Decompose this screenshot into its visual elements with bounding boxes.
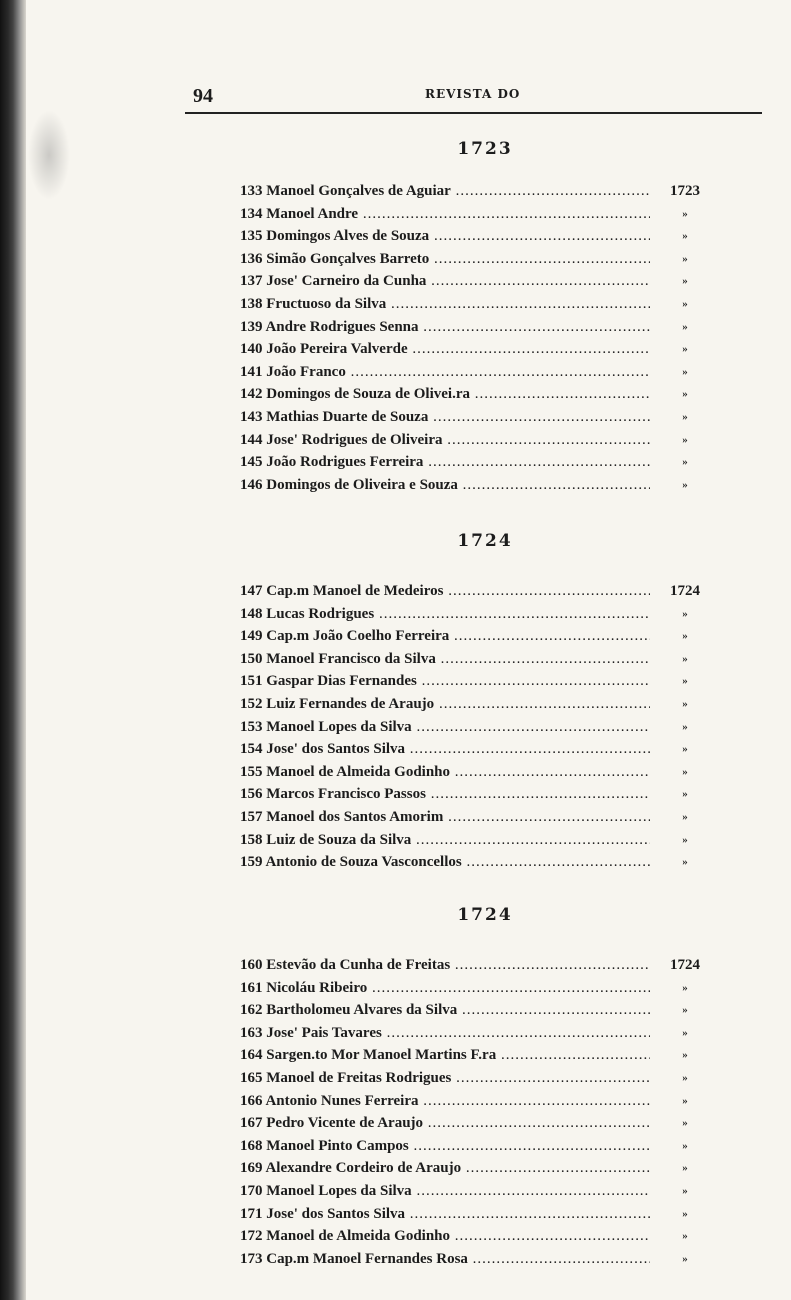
list-item — [240, 451, 720, 474]
ditto-mark: » — [682, 478, 688, 491]
entry-name: Manoel de Almeida Godinho — [266, 763, 451, 780]
page-header — [185, 84, 762, 114]
entry-text — [240, 648, 650, 671]
entry-number: 139 — [240, 318, 263, 335]
entry-name: João Franco — [266, 363, 346, 380]
entry-name: Manoel dos Santos Amorim — [266, 808, 444, 825]
entry-year: 1723 — [670, 183, 700, 199]
ditto-mark: » — [682, 630, 688, 643]
entry-number: 164 — [240, 1047, 263, 1064]
entry-text — [240, 1090, 650, 1113]
ditto-mark: » — [682, 252, 688, 265]
entry-number: 152 — [240, 695, 263, 712]
entry-name: Jose' Rodrigues de Oliveira — [266, 431, 443, 448]
ditto-mark: » — [682, 856, 688, 869]
list-item — [240, 429, 720, 452]
list-item — [240, 761, 720, 784]
entry-text — [240, 361, 650, 384]
list-item — [240, 270, 720, 293]
entry-name: Antonio de Souza Vasconcellos — [265, 854, 462, 871]
list-item — [240, 829, 720, 852]
entry-text — [240, 1067, 650, 1090]
list-item — [240, 716, 720, 739]
entry-name: Marcos Francisco Passos — [266, 786, 426, 803]
entry-text — [240, 293, 650, 316]
ditto-mark: » — [682, 410, 688, 423]
entry-number: 149 — [240, 628, 263, 645]
list-item — [240, 203, 720, 226]
list-item — [240, 738, 720, 761]
list-item — [240, 383, 720, 406]
ditto-mark: » — [682, 297, 688, 310]
list-item — [240, 225, 720, 248]
list-item — [240, 1067, 720, 1090]
section-heading: 1724 — [457, 905, 513, 925]
entry-name: Jose' Pais Tavares — [266, 1024, 382, 1041]
entry-text — [240, 1157, 650, 1180]
entry-number: 173 — [240, 1250, 263, 1267]
entry-text — [240, 451, 650, 474]
ditto-mark: » — [682, 1049, 688, 1062]
entry-name: Domingos Alves de Souza — [266, 228, 430, 245]
entry-number: 138 — [240, 295, 263, 312]
entry-number: 159 — [240, 854, 263, 871]
entry-text — [240, 580, 650, 603]
ditto-mark: » — [682, 1139, 688, 1152]
entry-number: 151 — [240, 673, 263, 690]
entry-text — [240, 1248, 650, 1271]
list-item — [240, 248, 720, 271]
entry-name: Alexandre Cordeiro de Araujo — [265, 1160, 462, 1177]
list-item — [240, 625, 720, 648]
entry-text — [240, 406, 650, 429]
list-item — [240, 293, 720, 316]
list-item — [240, 1157, 720, 1180]
ditto-mark: » — [682, 1004, 688, 1017]
entry-text — [240, 625, 650, 648]
entry-name: Lucas Rodrigues — [266, 605, 375, 622]
entry-number: 141 — [240, 363, 263, 380]
entry-text — [240, 977, 650, 1000]
entry-number: 167 — [240, 1115, 263, 1132]
ditto-mark: » — [682, 1207, 688, 1220]
entry-text — [240, 225, 650, 248]
entry-name: Luiz Fernandes de Araujo — [266, 695, 435, 712]
entry-text — [240, 1203, 650, 1226]
list-item — [240, 361, 720, 384]
entry-text — [240, 203, 650, 226]
ditto-mark: » — [682, 456, 688, 469]
entry-number: 146 — [240, 476, 263, 493]
list-item — [240, 603, 720, 626]
entry-text — [240, 851, 650, 874]
entry-year: 1724 — [670, 957, 700, 973]
entry-number: 148 — [240, 605, 263, 622]
ditto-mark: » — [682, 675, 688, 688]
section-heading: 1724 — [457, 531, 513, 551]
list-item — [240, 999, 720, 1022]
entry-name: Cap.m João Coelho Ferreira — [266, 628, 450, 645]
list-item — [240, 580, 720, 603]
book-spine-shadow — [0, 0, 26, 1300]
entry-name: João Rodrigues Ferreira — [266, 454, 424, 471]
ditto-mark: » — [682, 607, 688, 620]
ditto-mark: » — [682, 388, 688, 401]
ditto-mark: » — [682, 1071, 688, 1084]
ditto-mark: » — [682, 1252, 688, 1265]
entry-text — [240, 738, 650, 761]
entry-name: Luiz de Souza da Silva — [266, 831, 412, 848]
list-item — [240, 474, 720, 497]
entry-text — [240, 270, 650, 293]
ditto-mark: » — [682, 433, 688, 446]
list-item — [240, 851, 720, 874]
entry-text — [240, 248, 650, 271]
list-item — [240, 1203, 720, 1226]
entry-name: Nicoláu Ribeiro — [266, 979, 368, 996]
list-item — [240, 1022, 720, 1045]
entry-text — [240, 603, 650, 626]
entry-text — [240, 316, 650, 339]
entry-number: 150 — [240, 650, 263, 667]
entry-number: 156 — [240, 786, 263, 803]
entry-text — [240, 383, 650, 406]
entry-text — [240, 693, 650, 716]
page-smudge — [28, 110, 70, 200]
entry-name: Cap.m Manoel Fernandes Rosa — [266, 1250, 468, 1267]
ditto-mark: » — [682, 1184, 688, 1197]
entry-number: 166 — [240, 1092, 263, 1109]
entry-number: 147 — [240, 583, 263, 599]
ditto-mark: » — [682, 652, 688, 665]
entry-number: 155 — [240, 763, 263, 780]
list-item — [240, 1180, 720, 1203]
ditto-mark: » — [682, 1162, 688, 1175]
entry-name: Pedro Vicente de Araujo — [266, 1115, 424, 1132]
entry-number: 171 — [240, 1205, 263, 1222]
list-item — [240, 954, 720, 977]
entry-text — [240, 1225, 650, 1248]
entry-name: Bartholomeu Alvares da Silva — [266, 1002, 458, 1019]
ditto-mark: » — [682, 720, 688, 733]
section-heading: 1723 — [457, 139, 513, 159]
list-item — [240, 648, 720, 671]
list-item — [240, 1044, 720, 1067]
entry-text — [240, 338, 650, 361]
entry-number: 162 — [240, 1002, 263, 1019]
ditto-mark: » — [682, 765, 688, 778]
entry-number: 168 — [240, 1137, 263, 1154]
entry-text — [240, 829, 650, 852]
entry-text — [240, 783, 650, 806]
entry-number: 136 — [240, 250, 263, 267]
list-item — [240, 1225, 720, 1248]
ditto-mark: » — [682, 320, 688, 333]
entry-number: 172 — [240, 1228, 263, 1245]
ditto-mark: » — [682, 981, 688, 994]
entry-text — [240, 999, 650, 1022]
entry-name: Andre Rodrigues Senna — [265, 318, 419, 335]
entry-text — [240, 670, 650, 693]
entry-text — [240, 1112, 650, 1135]
entry-name: Domingos de Souza de Olivei.ra — [266, 386, 471, 403]
ditto-mark: » — [682, 343, 688, 356]
entry-name: Manoel Pinto Campos — [266, 1137, 409, 1154]
entry-text — [240, 1022, 650, 1045]
entry-text — [240, 474, 650, 497]
entry-name: Gaspar Dias Fernandes — [266, 673, 417, 690]
entry-name: Jose' dos Santos Silva — [266, 1205, 406, 1222]
entry-number: 165 — [240, 1069, 263, 1086]
entry-name: Manoel de Freitas Rodrigues — [266, 1069, 452, 1086]
section-1723 — [240, 136, 720, 496]
running-title: REVISTA DO — [425, 87, 521, 101]
entry-text — [240, 954, 650, 977]
list-item — [240, 180, 720, 203]
entry-name: Estevão da Cunha de Freitas — [266, 957, 451, 973]
entry-name: Domingos de Oliveira e Souza — [266, 476, 458, 493]
entry-name: Manoel Lopes da Silva — [266, 718, 412, 735]
entry-text — [240, 761, 650, 784]
entry-number: 133 — [240, 183, 263, 199]
entry-number: 160 — [240, 957, 263, 973]
ditto-mark: » — [682, 697, 688, 710]
section-1724-a — [240, 528, 720, 874]
entry-number: 158 — [240, 831, 263, 848]
entry-number: 135 — [240, 228, 263, 245]
entry-name: Jose' dos Santos Silva — [266, 741, 406, 758]
ditto-mark: » — [682, 743, 688, 756]
ditto-mark: » — [682, 365, 688, 378]
entry-name: Simão Gonçalves Barreto — [266, 250, 430, 267]
entry-text — [240, 716, 650, 739]
section-1724-b — [240, 902, 720, 1270]
entry-number: 144 — [240, 431, 263, 448]
list-item — [240, 316, 720, 339]
ditto-mark: » — [682, 788, 688, 801]
list-item — [240, 338, 720, 361]
entry-name: Manoel Lopes da Silva — [266, 1182, 412, 1199]
page-number: 94 — [193, 85, 213, 107]
entry-number: 161 — [240, 979, 263, 996]
entry-text — [240, 429, 650, 452]
entry-name: Jose' Carneiro da Cunha — [266, 273, 427, 290]
list-item — [240, 693, 720, 716]
list-item — [240, 1248, 720, 1271]
entry-number: 137 — [240, 273, 263, 290]
ditto-mark: » — [682, 275, 688, 288]
list-item — [240, 1090, 720, 1113]
ditto-mark: » — [682, 810, 688, 823]
list-item — [240, 406, 720, 429]
ditto-mark: » — [682, 1094, 688, 1107]
entry-text — [240, 806, 650, 829]
entry-number: 153 — [240, 718, 263, 735]
list-item — [240, 670, 720, 693]
entry-number: 145 — [240, 454, 263, 471]
entry-name: Manoel Gonçalves de Aguiar — [266, 183, 451, 199]
entry-name: Antonio Nunes Ferreira — [265, 1092, 419, 1109]
entry-name: Mathias Duarte de Souza — [266, 408, 429, 425]
entry-year: 1724 — [670, 583, 700, 599]
entry-number: 157 — [240, 808, 263, 825]
ditto-mark: » — [682, 207, 688, 220]
entry-name: Manoel Andre — [266, 205, 359, 222]
entry-name: Manoel Francisco da Silva — [266, 650, 436, 667]
list-item — [240, 977, 720, 1000]
ditto-mark: » — [682, 230, 688, 243]
entry-name: João Pereira Valverde — [266, 341, 408, 358]
entry-text — [240, 1044, 650, 1067]
list-item — [240, 806, 720, 829]
list-item — [240, 1112, 720, 1135]
entry-name: Sargen.to Mor Manoel Martins F.ra — [266, 1047, 497, 1064]
entry-number: 143 — [240, 408, 263, 425]
entry-text — [240, 1180, 650, 1203]
ditto-mark: » — [682, 1117, 688, 1130]
list-item — [240, 1135, 720, 1158]
entry-text — [240, 180, 650, 203]
entry-text — [240, 1135, 650, 1158]
entry-number: 154 — [240, 741, 263, 758]
entry-number: 142 — [240, 386, 263, 403]
ditto-mark: » — [682, 1230, 688, 1243]
entry-number: 169 — [240, 1160, 263, 1177]
entry-number: 163 — [240, 1024, 263, 1041]
entry-name: Cap.m Manoel de Medeiros — [266, 583, 444, 599]
entry-number: 170 — [240, 1182, 263, 1199]
entry-number: 134 — [240, 205, 263, 222]
entry-name: Fructuoso da Silva — [266, 295, 387, 312]
entry-name: Manoel de Almeida Godinho — [266, 1228, 451, 1245]
list-item — [240, 783, 720, 806]
ditto-mark: » — [682, 1026, 688, 1039]
ditto-mark: » — [682, 833, 688, 846]
entry-number: 140 — [240, 341, 263, 358]
